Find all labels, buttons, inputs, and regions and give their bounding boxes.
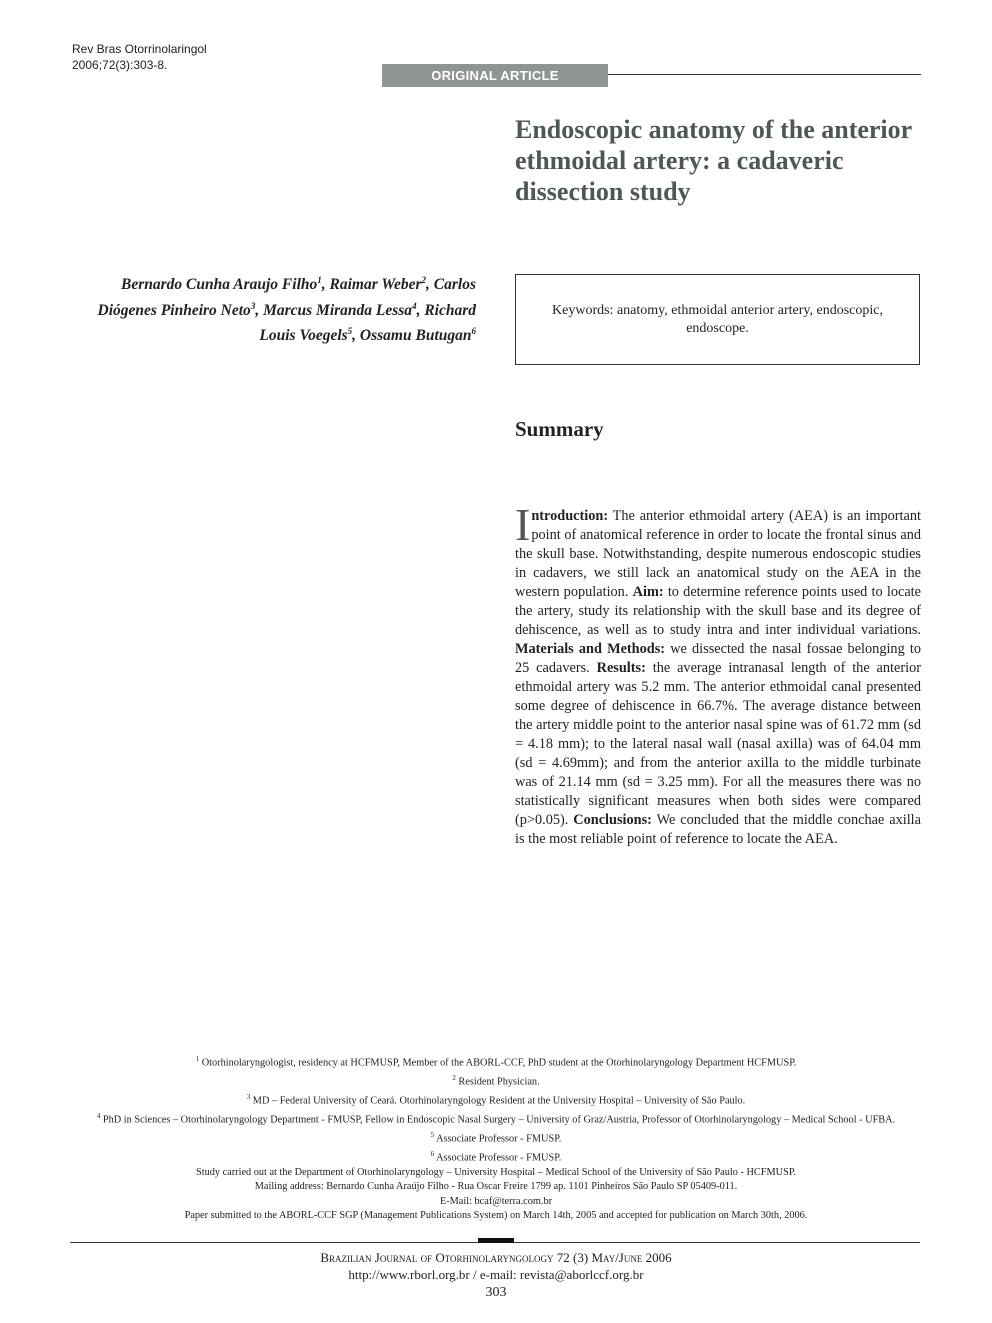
aim-text: to determine reference points used to locate the artery, study its relationship with the skull base and its degree of dehiscence, as well as to study intra and inter individual variations. — [515, 584, 921, 638]
footnote: $^3$ MD – Federal University of Ceará. Otorhinolaryngology Resident at the University Hospital – University of São Paulo. — [246, 1092, 746, 1107]
author-mark: 6 — [471, 326, 476, 337]
author-name: Richard Louis Voegels — [259, 301, 476, 345]
author-name: Carlos Diógenes Pinheiro Neto — [97, 276, 476, 319]
conclusions-text: We concluded that the middle conchae axilla is the most reliable point of reference to locate the AEA. — [515, 812, 921, 847]
author-mark: 5 — [347, 326, 353, 337]
results-text: the average intranasal length of the anterior ethmoidal artery was 5.2 mm. The anterior ethmoidal canal presented some degree of dehiscence in 66.7%. The average distance between the artery middle point to the anterior nasal spine was of 61.72 mm (sd = 4.18 mm); to the lateral nasal wall (nasal axilla) was of 64.04 mm (sd = 4.69mm); and from the anterior axilla to the middle turbinate was of 21.14 mm (sd = 3.25 mm). For all the measures there was no statistically significant measures when both sides were compared (p>0.05). — [515, 660, 921, 828]
author-mark: 4 — [412, 300, 417, 311]
footnote: $^5$ Associate Professor - FMUSP. — [430, 1130, 562, 1145]
author-list: Bernardo Cunha Araujo Filho$^1$, Raimar Weber$^2$, Carlos Diógenes Pinheiro Neto$^3$, Marcus Miranda Lessa$^4$, Richard Louis Voegels$^5$, Ossamu Butugan$^6$ — [97, 275, 476, 345]
footnote: $^1$ Otorhinolaryngologist, residency at HCFMUSP, Member of the ABORL-CCF, PhD student at the Otorhinolaryngology Department HCFMUSP. — [195, 1055, 797, 1069]
footer-links: http://www.rborl.org.br / e-mail: revista@aborlccf.org.br — [348, 1267, 644, 1282]
journal-name: Rev Bras Otorrinolaringol — [72, 42, 207, 56]
journal-issue: 2006;72(3):303-8. — [72, 58, 168, 72]
dropcap: I — [515, 499, 531, 550]
footer-journal: Brazilian Journal of Otorhinolaryngology 72 (3) May/June 2006 — [320, 1250, 672, 1265]
footnote: $^2$ Resident Physician. — [452, 1073, 540, 1088]
footer-rule-tab — [478, 1238, 514, 1243]
author-name: Raimar Weber — [329, 276, 422, 294]
footnote: $^4$ PhD in Sciences – Otorhinolaryngology Department - FMUSP, Fellow in Endoscopic Nasal Surgery – University of Graz/Austria, Professor of Otorhinolaryngology – Medical School - UFBA. — [96, 1111, 896, 1126]
footnotes — [72, 1052, 920, 1224]
article-title: Endoscopic anatomy of the anterior ethmoidal artery: a cadaveric dissection study — [515, 115, 912, 206]
author-mark: 3 — [250, 300, 256, 311]
aim-label: Aim: — [632, 584, 664, 600]
keywords-text: Keywords: anatomy, ethmoidal anterior artery, endoscopic, endoscope. — [552, 302, 883, 336]
footnote: $^6$ Associate Professor - FMUSP. — [430, 1149, 562, 1164]
author-name: Bernardo Cunha Araujo Filho — [120, 276, 318, 294]
summary-heading: Summary — [515, 417, 604, 441]
email: E-Mail: bcaf@terra.com.br — [439, 1195, 553, 1207]
results-label: Results: — [596, 660, 646, 676]
abstract — [515, 499, 921, 849]
mailing-address: Mailing address: Bernardo Cunha Araújo Filho - Rua Oscar Freire 1799 ap. 1101 Pinheiros São Paulo SP 05409-011. — [254, 1181, 738, 1193]
intro-text: The anterior ethmoidal artery (AEA) is an important point of anatomical reference in order to locate the frontal sinus and the skull base. Notwithstanding, despite numerous endoscopic studies in cadavers, we still lack an anatomical study on the AEA in the western population. — [515, 508, 921, 600]
intro-label: ntroduction: — [531, 508, 609, 524]
methods-label: Materials and Methods: — [515, 641, 666, 657]
author-mark: 1 — [317, 275, 322, 285]
study-location: Study carried out at the Department of Otorhinolaryngology – University Hospital – Medical School of the University of São Paulo - HCFMUSP. — [196, 1166, 796, 1178]
submission-note: Paper submitted to the ABORL-CCF SGP (Management Publications System) on March 14th, 2005 and accepted for publication on March 30th, 2006. — [184, 1210, 808, 1222]
methods-text: we dissected the nasal fossae belonging to 25 cadavers. — [515, 641, 921, 676]
page-number: 303 — [485, 1285, 507, 1300]
article-type-badge: ORIGINAL ARTICLE — [382, 64, 608, 87]
header-rule — [608, 74, 921, 75]
conclusions-label: Conclusions: — [573, 812, 652, 828]
author-name: Ossamu Butugan — [359, 327, 472, 345]
journal-reference — [72, 41, 207, 73]
author-mark: 2 — [421, 275, 427, 285]
author-name: Marcus Miranda Lessa — [263, 301, 413, 319]
keywords-box — [515, 274, 920, 365]
